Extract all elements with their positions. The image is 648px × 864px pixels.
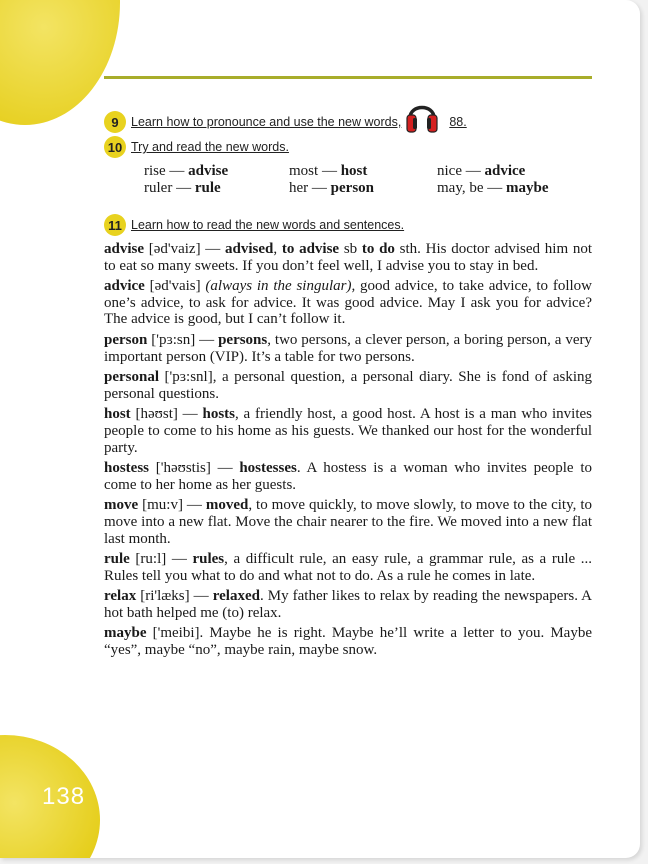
word-pair: ruler — rule <box>144 180 221 196</box>
entry-host: host [həʊst] — hosts, a friendly host, a good host. A host is a man who invites people to come to his home as his guests. We thanked our host for the wonderful party. <box>104 406 592 456</box>
audio-track-reference: 88. <box>449 115 467 129</box>
entry-advise: advise [əd'vaiz] — advised, to advise sb to do sth. His doctor advised him not to eat so many sweets. If you don’t feel well, I advise you to stay in bed. <box>104 241 592 274</box>
word-pairs-table <box>144 163 594 197</box>
vocabulary-entries <box>104 241 592 663</box>
entry-maybe: maybe ['meibi]. Maybe he is right. Maybe he’ll write a letter to you. Maybe “yes”, maybe “no”, maybe rain, maybe snow. <box>104 625 592 659</box>
exercise-instruction: Try and read the new words. <box>131 140 289 154</box>
exercise-instruction: Learn how to read the new words and sentences. <box>131 218 405 232</box>
exercise-11 <box>104 214 404 236</box>
word-pair: may, be — maybe <box>437 180 549 196</box>
exercise-number: 9 <box>104 111 126 133</box>
decorative-yellow-circle-top <box>0 0 120 125</box>
word-pair: nice — advice <box>437 163 526 179</box>
entry-person: person ['pɜ:sn] — persons, two persons, a clever person, a boring person, a very important person (VIP). It’s a table for two persons. <box>104 331 593 365</box>
word-pair: rise — advise <box>144 163 229 179</box>
entry-relax: relax [ri'læks] — relaxed. My father likes to relax by reading the newspapers. A hot bath helped me (to) relax. <box>104 588 592 621</box>
exercise-9 <box>104 104 467 140</box>
word-pair: most — host <box>289 163 368 179</box>
entry-personal: personal ['pɜ:snl], a personal question, a personal diary. She is fond of asking personal questions. <box>104 369 592 402</box>
word-pair: her — person <box>289 180 374 196</box>
exercise-10 <box>104 136 289 158</box>
header-rule <box>104 76 592 79</box>
exercise-number: 11 <box>104 214 126 236</box>
headphones-icon[interactable] <box>405 98 439 134</box>
word-row <box>144 180 594 197</box>
page-number: 138 <box>42 783 86 810</box>
entry-advice: advice [əd'vais] (always in the singular), good advice, to take advice, to follow one’s advice, to ask for advice. It was good advice. May I ask you for advice? The advice is good, but I can’t follow it. <box>104 278 592 328</box>
entry-hostess: hostess ['həʊstis] — hostesses. A hostess is a woman who invites people to come to her home as her guests. <box>104 460 592 493</box>
word-row <box>144 163 594 180</box>
exercise-instruction: Learn how to pronounce and use the new words, <box>131 115 402 129</box>
entry-rule: rule [ru:l] — rules, a difficult rule, an easy rule, a grammar rule, as a rule ... Rules tell you what to do and what not to do. As a rule he comes in late. <box>104 551 592 584</box>
exercise-number: 10 <box>104 136 126 158</box>
entry-move: move [mu:v] — moved, to move quickly, to move slowly, to move to the city, to move into a new flat. Move the chair nearer to the fire. We moved into a new flat last month. <box>104 497 592 547</box>
